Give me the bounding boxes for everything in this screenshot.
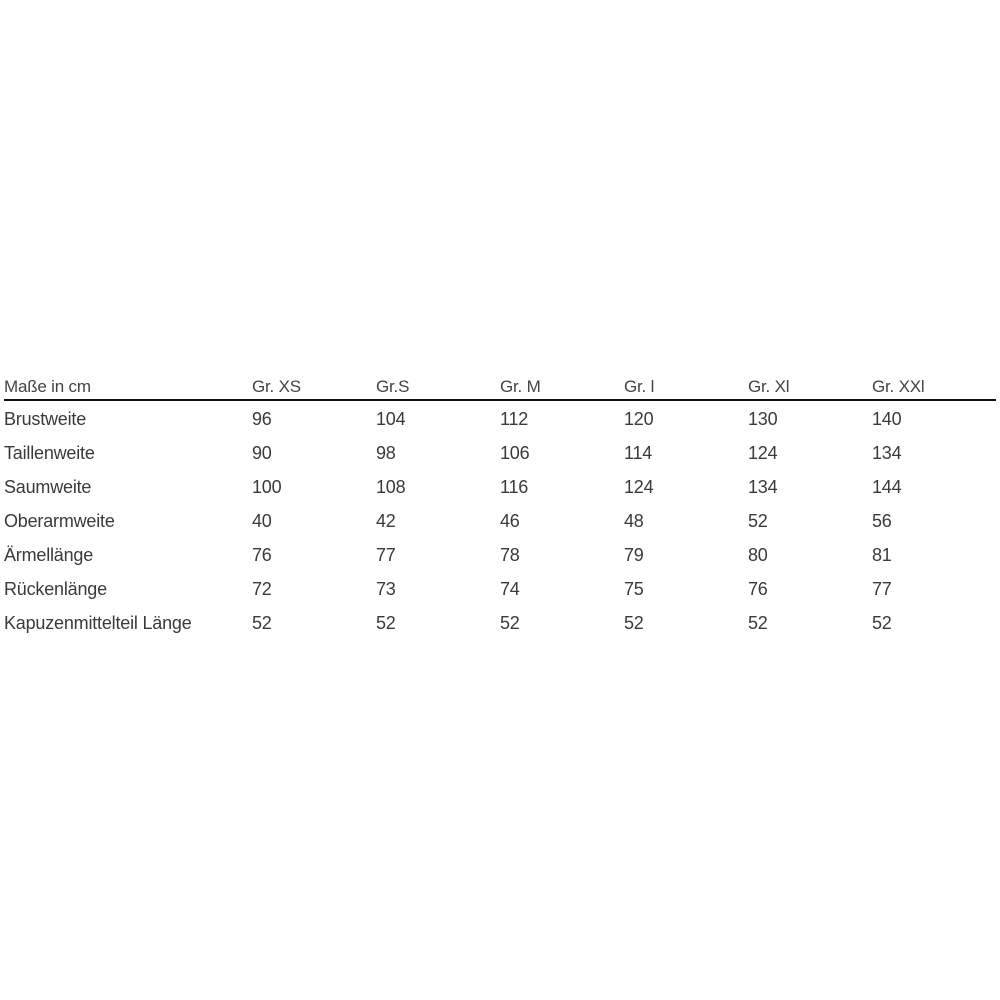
cell: 52 [748,612,768,633]
cell: 79 [624,544,644,565]
cell: 76 [748,578,768,599]
header-label: Maße in cm [4,372,252,400]
cell: 40 [252,510,272,531]
header-size-s: Gr.S [376,372,500,400]
cell: 48 [624,510,644,531]
cell: 52 [376,612,396,633]
cell: 77 [376,544,396,565]
cell: 90 [252,442,272,463]
cell: 52 [500,612,520,633]
cell: 77 [872,578,892,599]
header-size-m: Gr. M [500,372,624,400]
size-table [4,372,996,639]
header-size-l: Gr. l [624,372,748,400]
cell: 112 [500,408,529,429]
cell: 106 [500,442,530,463]
cell: 134 [748,476,778,497]
cell: 114 [624,442,653,463]
table-row [4,435,996,469]
cell: 52 [872,612,892,633]
cell: 104 [376,408,406,429]
row-label: Ärmellänge [4,544,94,565]
row-label: Oberarmweite [4,510,115,531]
cell: 108 [376,476,406,497]
row-label: Saumweite [4,476,92,497]
row-label: Taillenweite [4,442,95,463]
header-size-xs: Gr. XS [252,372,376,400]
table-row [4,605,996,639]
cell: 116 [500,476,529,497]
cell: 52 [252,612,272,633]
table-row [4,400,996,435]
table-header-row [4,372,996,400]
cell: 98 [376,442,396,463]
header-size-xxl: Gr. XXl [872,372,996,400]
cell: 124 [748,442,778,463]
cell: 120 [624,408,654,429]
cell: 42 [376,510,396,531]
cell: 73 [376,578,396,599]
cell: 52 [748,510,768,531]
cell: 130 [748,408,778,429]
table-row [4,571,996,605]
cell: 144 [872,476,902,497]
size-chart [4,372,996,633]
cell: 46 [500,510,520,531]
table-row [4,469,996,503]
row-label: Kapuzenmittelteil Länge [4,612,192,633]
cell: 134 [872,442,902,463]
header-size-xl: Gr. Xl [748,372,872,400]
table-row [4,537,996,571]
cell: 56 [872,510,892,531]
cell: 76 [252,544,272,565]
cell: 72 [252,578,272,599]
row-label: Rückenlänge [4,578,107,599]
cell: 78 [500,544,520,565]
cell: 96 [252,408,272,429]
table-row [4,503,996,537]
cell: 140 [872,408,902,429]
cell: 80 [748,544,768,565]
row-label: Brustweite [4,408,87,429]
cell: 52 [624,612,644,633]
cell: 75 [624,578,644,599]
cell: 74 [500,578,520,599]
cell: 100 [252,476,282,497]
cell: 124 [624,476,654,497]
cell: 81 [872,544,892,565]
